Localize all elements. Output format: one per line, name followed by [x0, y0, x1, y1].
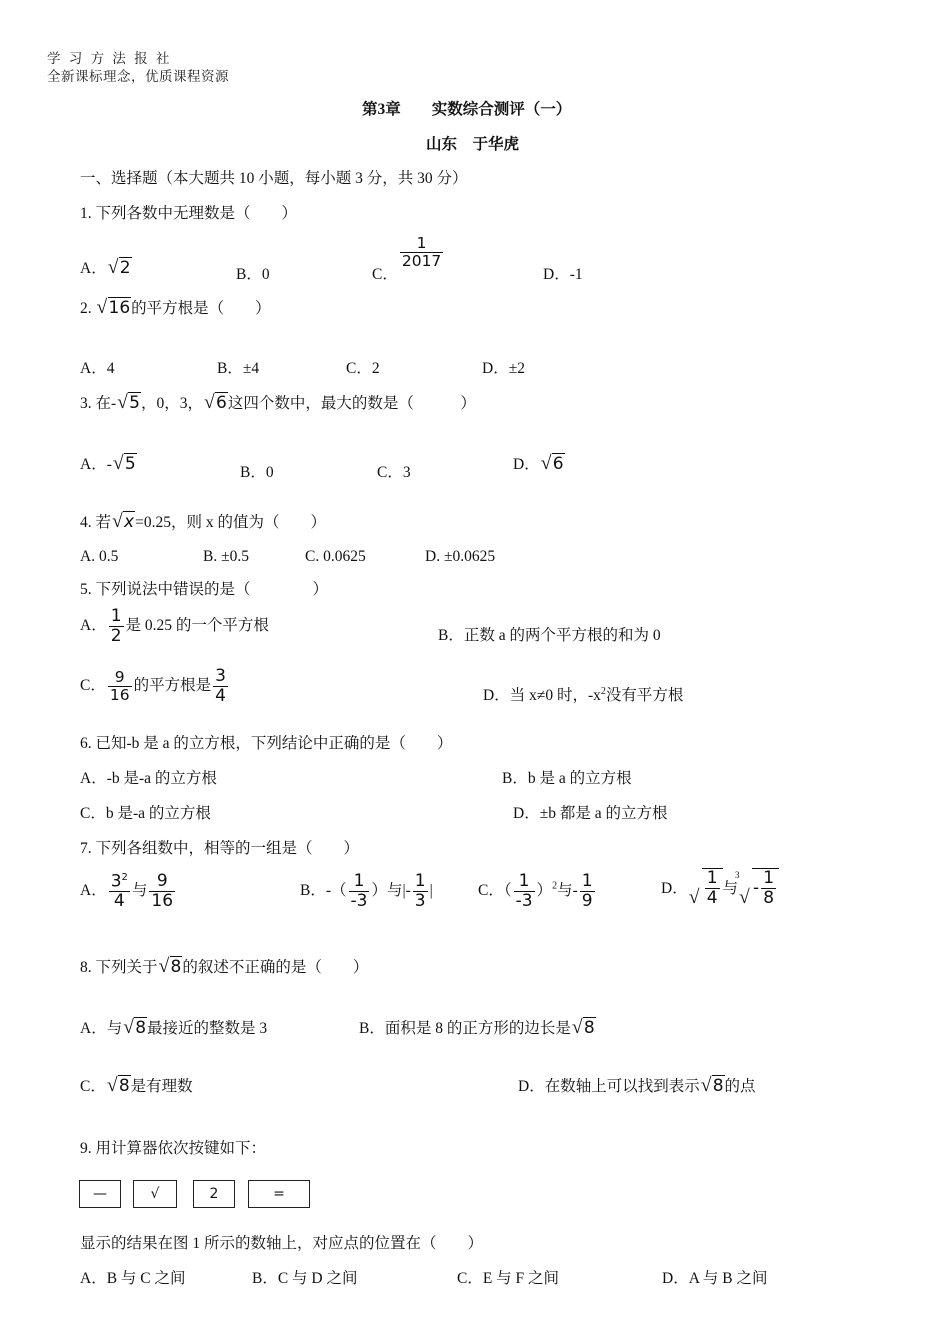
q5-option-a: A． $\frac{1}{2}$ 是 0.25 的一个平方根	[80, 606, 269, 646]
q4-option-b: B. ±0.5	[203, 548, 249, 565]
publisher-name: 学 习 方 法 报 社	[47, 51, 172, 67]
q2-option-b: B．±4	[217, 360, 260, 377]
q4-option-d: D. ±0.0625	[425, 548, 496, 565]
q6-option-d: D．±b 都是 a 的立方根	[513, 805, 668, 822]
q1-option-d: D．-1	[543, 266, 583, 283]
q4-option-a: A. 0.5	[80, 548, 119, 565]
q2-option-a: A．4	[80, 360, 115, 377]
q9-text: 显示的结果在图 1 所示的数轴上，对应点的位置在（ ）	[80, 1235, 484, 1252]
q9-option-c: C．E 与 F 之间	[457, 1270, 560, 1287]
q5-option-d: D．当 x≠0 时，$-x^2$没有平方根	[483, 685, 684, 704]
calculator-key-minus: —	[79, 1180, 121, 1208]
author: 山东 于华虎	[426, 136, 520, 153]
q3-option-a: A．-√ 5	[80, 452, 137, 474]
calculator-key-equals: =	[248, 1180, 310, 1208]
q7-option-a: A． $\frac{3^2}{4}$ 与 $\frac{9}{16}$	[80, 871, 174, 912]
question-5-stem: 5. 下列说法中错误的是（ ）	[80, 581, 329, 598]
question-8-stem: 8. 下列关于√ 8的叙述不正确的是（ ）	[80, 955, 368, 977]
q1-option-b: B．0	[236, 266, 270, 283]
q5-option-b: B．正数 a 的两个平方根的和为 0	[438, 627, 661, 644]
q8-option-c: C．√ 8是有理数	[80, 1074, 193, 1096]
q8-option-d: D．在数轴上可以找到表示√ 8的点	[518, 1074, 756, 1096]
q9-option-b: B．C 与 D 之间	[252, 1270, 358, 1287]
q9-option-a: A．B 与 C 之间	[80, 1270, 186, 1287]
calculator-key-2: 2	[193, 1180, 235, 1208]
question-4-stem: 4. 若√ x=0.25，则 x 的值为（ ）	[80, 510, 326, 532]
q7-option-b: B．-（ $\frac{1}{-3}$ ）与|- $\frac{1}{3}$ |	[300, 871, 433, 911]
q4-option-c: C. 0.0625	[305, 548, 366, 565]
question-9-stem: 9. 用计算器依次按键如下：	[80, 1140, 267, 1157]
question-6-stem: 6. 已知-b 是 a 的立方根，下列结论中正确的是（ ）	[80, 735, 453, 752]
page-title: 第3章 实数综合测评（一）	[362, 101, 572, 118]
calculator-key-sqrt: √	[133, 1180, 177, 1208]
q3-option-b: B．0	[240, 464, 274, 481]
q1-option-c: C． $\frac{1}{2017}$	[372, 234, 442, 283]
q8-option-b: B．面积是 8 的正方形的边长是√ 8	[359, 1016, 596, 1038]
q1-option-a: A．√ 2	[80, 256, 132, 278]
question-1-stem: 1. 下列各数中无理数是（ ）	[80, 205, 298, 222]
question-2-stem: 2. √ 16的平方根是（ ）	[80, 296, 271, 318]
q9-option-d: D．A 与 B 之间	[662, 1270, 768, 1287]
q6-option-a: A．-b 是-a 的立方根	[80, 770, 217, 787]
q5-option-c: C． $\frac{9}{16}$ 的平方根是 $\frac{3}{4}$	[80, 666, 226, 706]
q2-option-d: D．±2	[482, 360, 525, 377]
question-7-stem: 7. 下列各组数中，相等的一组是（ ）	[80, 840, 360, 857]
q6-option-b: B．b 是 a 的立方根	[502, 770, 632, 787]
q8-option-a: A．与√ 8最接近的整数是 3	[80, 1016, 267, 1038]
q3-option-d: D．√ 6	[513, 452, 565, 474]
question-3-stem: 3. 在-√ 5，0，3，√ 6这四个数中，最大的数是（ ）	[80, 391, 476, 413]
q3-option-c: C．3	[377, 464, 411, 481]
q2-option-c: C．2	[346, 360, 380, 377]
section-heading: 一、选择题（本大题共 10 小题，每小题 3 分，共 30 分）	[80, 170, 468, 187]
q7-option-d: D． √ $\frac{1}{4}$ 与 √ 3 - $\frac{1}{8}$	[661, 868, 779, 907]
q6-option-c: C．b 是-a 的立方根	[80, 805, 211, 822]
publisher-slogan: 全新课标理念，优质课程资源	[47, 69, 229, 85]
q7-option-c: C．（ $\frac{1}{-3}$ ）$^2$与- $\frac{1}{9}$	[478, 871, 593, 911]
